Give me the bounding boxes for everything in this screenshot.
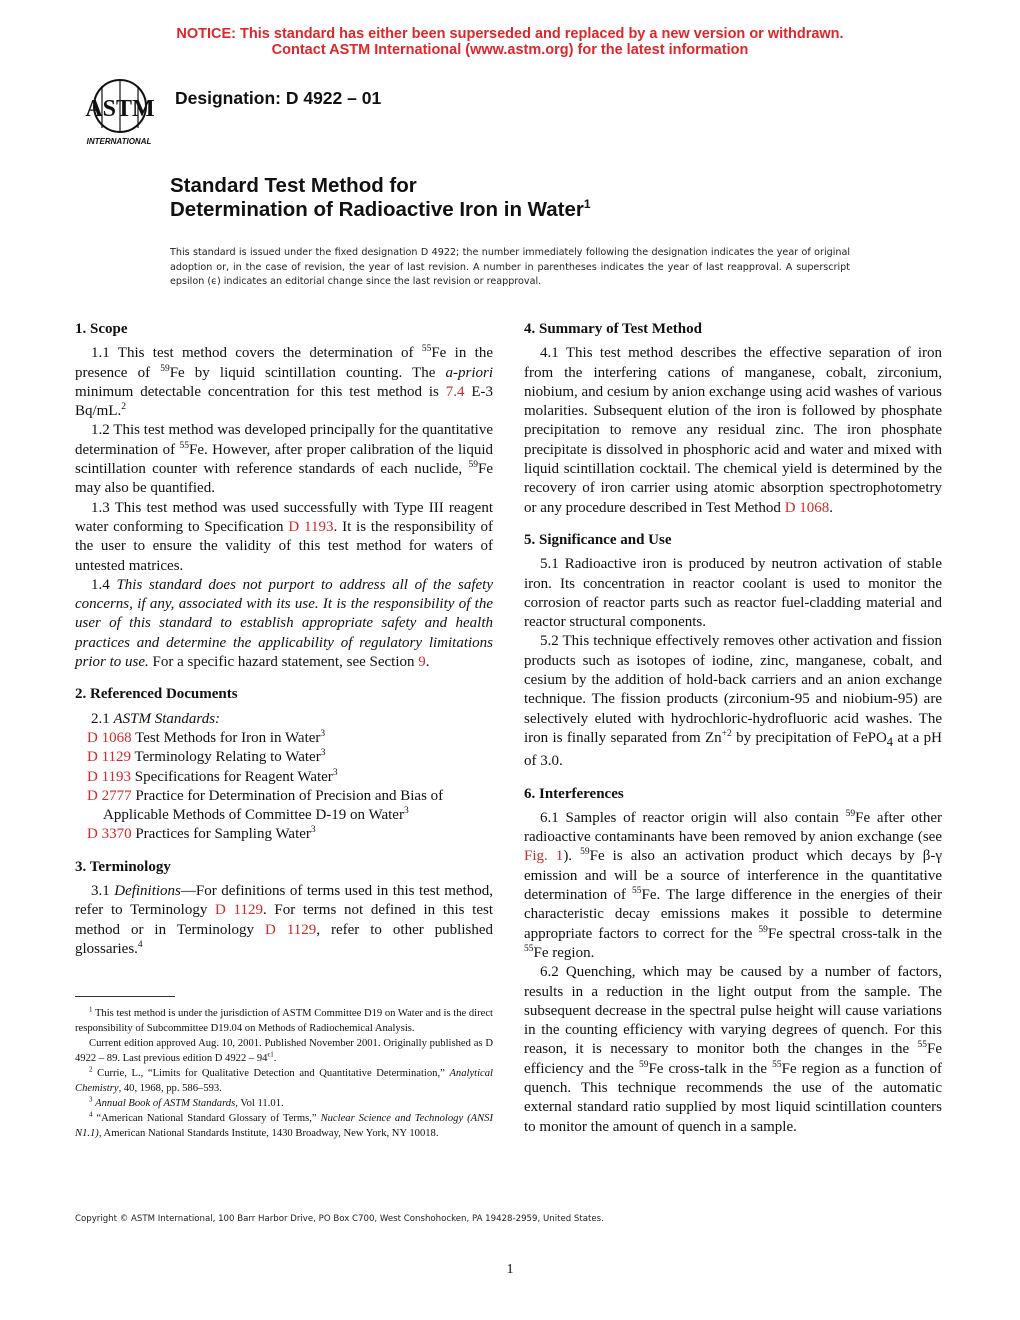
text-run: Fe region as a function of quench. This technique recommends the use of the automatic external standard ratio supplied by most liquid scintillation counters to monitor the amount of quench in a sample. bbox=[524, 1060, 943, 1135]
text-run: 4.1 This test method describes the effective separation of iron from the interfering cations of manganese, cobalt, zirconium, niobium, and cesium by anion exchange using acid washes of various molarities. Subsequent elution of the iron is followed by phosphate precipitation to remove any residual zinc. The iron phosphate precipitate is dissolved in phosphoric acid and water and mixed with liquid scintillation cocktail. The chemical yield is determined by the recovery of iron carrier using atomic absorption spectrophotometry or any procedure described in Test Method bbox=[524, 345, 942, 516]
text-run: Analytical Chemistry bbox=[75, 1068, 493, 1094]
text-run: Definitions bbox=[114, 883, 181, 900]
text-run: For a specific hazard statement, see Section bbox=[148, 654, 419, 671]
reference-link[interactable]: D 1193 bbox=[87, 768, 132, 785]
text-run: , Vol 11.01. bbox=[235, 1098, 284, 1109]
title-line-2-text: Determination of Radioactive Iron in Water bbox=[170, 198, 584, 221]
text-run: 5. Significance and Use bbox=[524, 531, 672, 548]
paragraph bbox=[75, 576, 493, 672]
paragraph bbox=[75, 499, 493, 576]
text-run: 2. Referenced Documents bbox=[75, 686, 238, 703]
reference-link[interactable]: D 1068 bbox=[784, 499, 830, 516]
astm-logo-icon bbox=[78, 76, 160, 148]
text-run: . bbox=[425, 654, 430, 671]
text-run: . For terms not defined in this test method or in Terminology bbox=[75, 902, 494, 938]
reference-link[interactable]: 9 bbox=[418, 654, 426, 671]
text-run: Currie, L., “Limits for Qualitative Detection and Quantitative Determination,” bbox=[92, 1068, 450, 1079]
referenced-document bbox=[75, 729, 493, 748]
text-run: “American National Standard Glossary of Terms,” bbox=[92, 1113, 321, 1124]
section-heading bbox=[524, 531, 942, 550]
text-run: 4. Summary of Test Method bbox=[524, 321, 702, 337]
reference-link[interactable]: D 1129 bbox=[215, 902, 263, 919]
text-run: This test method is under the jurisdiction of ASTM Committee D19 on Water and is the direct responsibility of Subcommittee D19.04 on Methods of Radiochemical Analysis. bbox=[75, 1008, 493, 1034]
paragraph bbox=[524, 632, 942, 771]
section-heading bbox=[524, 785, 942, 804]
text-run: , American National Standards Institute, 1430 Broadway, New York, NY 10018. bbox=[98, 1128, 439, 1139]
superscript: 59 bbox=[758, 924, 768, 935]
text-run: Fe. However, after proper calibration of the liquid scintillation counter with reference standards of each nuclide, bbox=[75, 441, 493, 478]
text-run: by precipitation of FePO bbox=[731, 729, 887, 746]
svg-text:ASTM: ASTM bbox=[85, 96, 155, 122]
text-run: Annual Book of ASTM Standards bbox=[95, 1098, 236, 1109]
footnote bbox=[75, 1006, 493, 1036]
reference-link[interactable]: D 1129 bbox=[265, 921, 317, 938]
text-run: . bbox=[829, 499, 834, 516]
reference-link[interactable]: Fig. 1 bbox=[524, 848, 564, 865]
text-run: Fe in the presence of bbox=[75, 345, 493, 381]
section-heading bbox=[75, 685, 493, 704]
paragraph bbox=[524, 809, 942, 963]
referenced-document bbox=[75, 748, 493, 767]
text-run: Specifications for Reagent Water bbox=[131, 768, 333, 785]
text-run: 3.1 bbox=[91, 883, 115, 900]
text-run: Fe is also an activation product which decays by β-γ emission and will be a source of interference in the quantitative determination of bbox=[524, 848, 943, 904]
text-run: minimum detectable concentration for this test method is bbox=[75, 383, 446, 400]
title-footnote-ref[interactable]: 1 bbox=[583, 197, 591, 212]
text-run: 1.3 This test method was used successfully with Type III reagent water conforming to Specification bbox=[75, 499, 493, 535]
text-run: Current edition approved Aug. 10, 2001. Published November 2001. Originally published as D 4922 – 89. Last previous edition D 4922 – 94 bbox=[75, 1038, 493, 1064]
text-run: Practices for Sampling Water bbox=[131, 826, 311, 843]
superscript: 3 bbox=[403, 806, 409, 817]
superscript: 55 bbox=[772, 1059, 782, 1070]
text-run: Fe. The large difference in the energies of their characteristic decay emissions makes it possible to determine appropriate factors to correct for the bbox=[524, 887, 942, 942]
superscript: 55 bbox=[917, 1040, 927, 1051]
text-run: . It is the responsibility of the user to ensure the validity of this test method for waters of untested matrices. bbox=[75, 518, 494, 574]
left-column bbox=[75, 320, 493, 959]
reference-link[interactable]: D 1129 bbox=[87, 749, 132, 766]
reference-link[interactable]: D 1068 bbox=[87, 729, 132, 746]
text-run: 1. Scope bbox=[75, 321, 128, 337]
reference-link[interactable]: D 3370 bbox=[87, 826, 132, 843]
text-run: E-3 Bq/mL. bbox=[75, 383, 493, 420]
text-run: , refer to other published glossaries. bbox=[75, 921, 494, 957]
text-run: ASTM Standards: bbox=[113, 710, 221, 727]
superscript: 59 bbox=[845, 808, 856, 819]
right-column bbox=[524, 320, 942, 1137]
text-run: , 40, 1968, pp. 586–593. bbox=[118, 1083, 222, 1094]
superscript: ϵ1 bbox=[267, 1050, 274, 1059]
paragraph bbox=[524, 963, 942, 1137]
text-run: Fe region. bbox=[533, 944, 595, 961]
referenced-document bbox=[75, 787, 493, 826]
superscript: 3 bbox=[89, 1095, 93, 1104]
text-run: Fe by liquid scintillation counting. The bbox=[169, 364, 446, 381]
paragraph bbox=[75, 421, 493, 498]
text-run: 5.1 Radioactive iron is produced by neutron activation of stable iron. Its concentration in reactor coolant is used to monitor the corrosion of reactor parts such as reactor fuel-cladding material and reactor structural components. bbox=[524, 556, 942, 631]
paragraph bbox=[524, 344, 942, 518]
title-line-2 bbox=[170, 198, 591, 222]
paragraph bbox=[75, 344, 493, 421]
superscript: 59 bbox=[580, 847, 590, 858]
text-run: 1.2 This test method was developed principally for the quantitative determination of bbox=[75, 422, 493, 458]
text-run: 1.4 bbox=[91, 576, 117, 593]
document-title bbox=[170, 174, 591, 222]
text-run: 5.2 This technique effectively removes other activation and fission products such as isotopes of iodine, zinc, manganese, cobalt, and cesium by the addition of hold-back carriers and an anion exchange technique. The fission products (zirconium-95 and niobium-95) are selectively eluted with hydrochloric-hydrofluoric acid washes. The iron is finally separated from Zn bbox=[524, 633, 942, 746]
superscript: 2 bbox=[121, 402, 127, 413]
superscript: 4 bbox=[89, 1110, 93, 1119]
footnote-divider bbox=[75, 996, 175, 997]
superscript: 3 bbox=[320, 728, 326, 739]
footnote bbox=[75, 1066, 493, 1096]
text-run: Nuclear Science and Technology (ANSI N1.1) bbox=[75, 1113, 493, 1139]
superscript: 55 bbox=[632, 886, 642, 897]
paragraph bbox=[75, 710, 493, 729]
text-run: 1.1 This test method covers the determination of bbox=[91, 345, 422, 362]
superscript: 59 bbox=[160, 363, 170, 374]
referenced-document bbox=[75, 825, 493, 844]
text-run: a-priori bbox=[445, 364, 493, 381]
svg-text:INTERNATIONAL: INTERNATIONAL bbox=[86, 137, 152, 146]
reference-link[interactable]: D 1193 bbox=[288, 518, 334, 535]
standard-intro: This standard is issued under the fixed designation D 4922; the number immediately following the designation indicates the year of original adoption or, in the case of revision, the year of last revision. A number in parentheses indicates the year of last reapproval. A superscript epsilon (ϵ) indicates an editorial change since the last revision or reapproval. bbox=[170, 247, 850, 287]
paragraph bbox=[524, 555, 942, 632]
text-run: Terminology Relating to Water bbox=[131, 749, 321, 766]
text-run: Fe efficiency and the bbox=[524, 1041, 942, 1077]
text-run: 2.1 bbox=[91, 710, 114, 727]
text-run: Practice for Determination of Precision and Bias of Applicable Methods of Committee D-19 on Water bbox=[103, 787, 444, 824]
text-run: Fe spectral cross-talk in the bbox=[767, 925, 942, 942]
text-run: 6.1 Samples of reactor origin will also contain bbox=[540, 809, 846, 826]
superscript: 1 bbox=[89, 1005, 93, 1014]
designation: Designation: D 4922 – 01 bbox=[175, 88, 382, 108]
section-heading bbox=[75, 320, 493, 339]
footnotes bbox=[75, 1006, 493, 1141]
page-number: 1 bbox=[506, 1262, 514, 1277]
supersede-notice bbox=[0, 26, 1020, 58]
reference-link[interactable]: D 2777 bbox=[87, 787, 132, 804]
superscript: 59 bbox=[638, 1059, 649, 1070]
superscript: 3 bbox=[332, 767, 338, 778]
paragraph bbox=[75, 882, 493, 959]
superscript: 3 bbox=[320, 748, 326, 759]
superscript: 55 bbox=[524, 943, 534, 954]
text-run: Fe after other radioactive contaminants have been removed by anion exchange (see bbox=[524, 809, 943, 846]
footnote bbox=[75, 1036, 493, 1066]
superscript: 4 bbox=[137, 939, 143, 950]
footnote bbox=[75, 1096, 493, 1111]
reference-link[interactable]: 7.4 bbox=[445, 383, 465, 400]
text-run: 4 bbox=[886, 734, 894, 749]
notice-line-1: NOTICE: This standard has either been superseded and replaced by a new version or withdrawn. bbox=[176, 26, 844, 42]
title-line-1: Standard Test Method for bbox=[170, 174, 417, 197]
text-run: This standard does not purport to address all of the safety concerns, if any, associated with its use. It is the responsibility of the user of this standard to establish appropriate safety and health practices and determine the applicability of regulatory limitations prior to use. bbox=[75, 576, 494, 671]
text-run: —For definitions of terms used in this test method, refer to Terminology bbox=[75, 883, 493, 919]
text-run: Test Methods for Iron in Water bbox=[131, 729, 321, 746]
section-heading bbox=[524, 320, 942, 339]
referenced-document bbox=[75, 768, 493, 787]
text-run: at a pH of 3.0. bbox=[524, 729, 942, 770]
copyright: Copyright © ASTM International, 100 Barr Harbor Drive, PO Box C700, West Conshohocken, PA 19428-2959, United States. bbox=[75, 1214, 604, 1224]
text-run: Fe cross-talk in the bbox=[648, 1060, 773, 1077]
notice-line-2: Contact ASTM International (www.astm.org) for the latest information bbox=[271, 42, 749, 58]
text-run: . bbox=[273, 1053, 277, 1064]
section-heading bbox=[75, 858, 493, 877]
superscript: +2 bbox=[721, 728, 732, 739]
footnote bbox=[75, 1111, 493, 1141]
text-run: ). bbox=[563, 848, 581, 865]
text-run: 3. Terminology bbox=[75, 858, 171, 875]
text-run: 6. Interferences bbox=[524, 785, 624, 802]
superscript: 3 bbox=[310, 825, 316, 836]
text-run: 6.2 Quenching, which may be caused by a number of factors, results in a reduction in the light output from the sample. The subsequent decrease in the spectral pulse height will cause variations in the counting efficiency with varying degrees of quench. For this reason, it is necessary to monitor both the changes in the bbox=[524, 964, 942, 1058]
superscript: 55 bbox=[179, 440, 190, 451]
superscript: 59 bbox=[468, 460, 478, 471]
superscript: 2 bbox=[89, 1065, 93, 1074]
superscript: 55 bbox=[421, 344, 432, 355]
text-run: Fe may also be quantified. bbox=[75, 461, 493, 497]
